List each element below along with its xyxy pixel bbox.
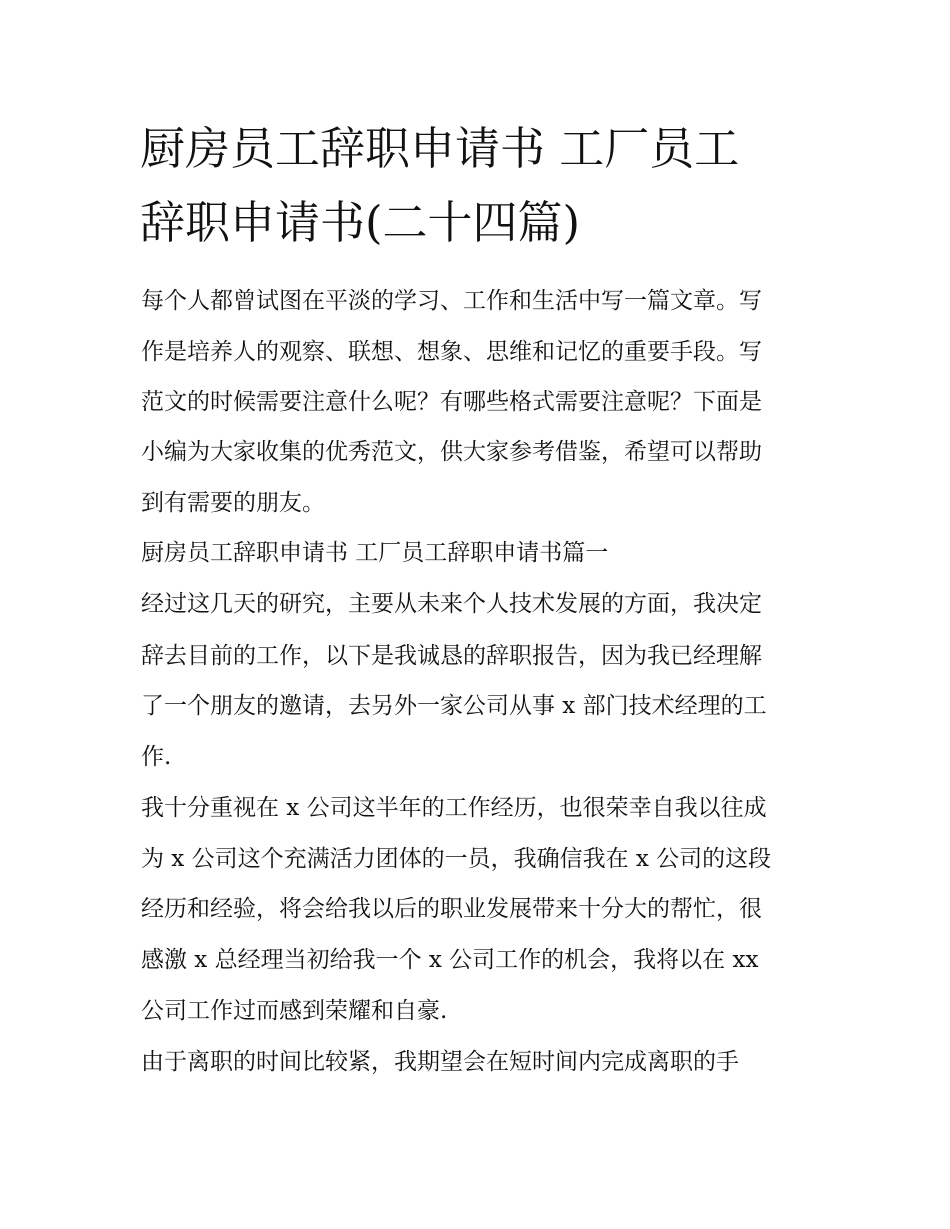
body-line: 辞去目前的工作，以下是我诚恳的辞职报告，因为我已经理解 [141,643,762,669]
body-line: 为 x 公司这个充满活力团体的一员，我确信我在 x 公司的这段 [141,846,772,872]
body-line: 我十分重视在 x 公司这半年的工作经历，也很荣幸自我以往成 [141,795,767,821]
body-line: 公司工作过而感到荣耀和自豪. [141,998,448,1024]
document-title [140,112,820,260]
title-line-1: 厨房员工辞职申请书 工厂员工 [140,122,740,175]
body-line: 感激 x 总经理当初给我一个 x 公司工作的机会，我将以在 xx [141,947,759,973]
body-line: 作是培养人的观察、联想、想象、思维和记忆的重要手段。写 [141,339,762,365]
body-line: 由于离职的时间比较紧，我期望会在短时间内完成离职的手 [141,1049,739,1075]
body-line: 到有需要的朋友。 [141,490,325,516]
body-line: 经过这几天的研究，主要从未来个人技术发展的方面，我决定 [141,591,762,617]
body-line: 范文的时候需要注意什么呢？有哪些格式需要注意呢？下面是 [141,389,762,415]
body-line: 作. [141,744,172,770]
section-heading: 厨房员工辞职申请书 工厂员工辞职申请书篇一 [141,540,609,566]
body-line: 小编为大家收集的优秀范文，供大家参考借鉴，希望可以帮助 [141,439,762,465]
title-line-2: 辞职申请书(二十四篇) [140,196,581,249]
body-line: 了一个朋友的邀请，去另外一家公司从事 x 部门技术经理的工 [141,693,767,719]
body-line: 每个人都曾试图在平淡的学习、工作和生活中写一篇文章。写 [141,288,762,314]
body-line: 经历和经验，将会给我以后的职业发展带来十分大的帮忙，很 [141,896,762,922]
